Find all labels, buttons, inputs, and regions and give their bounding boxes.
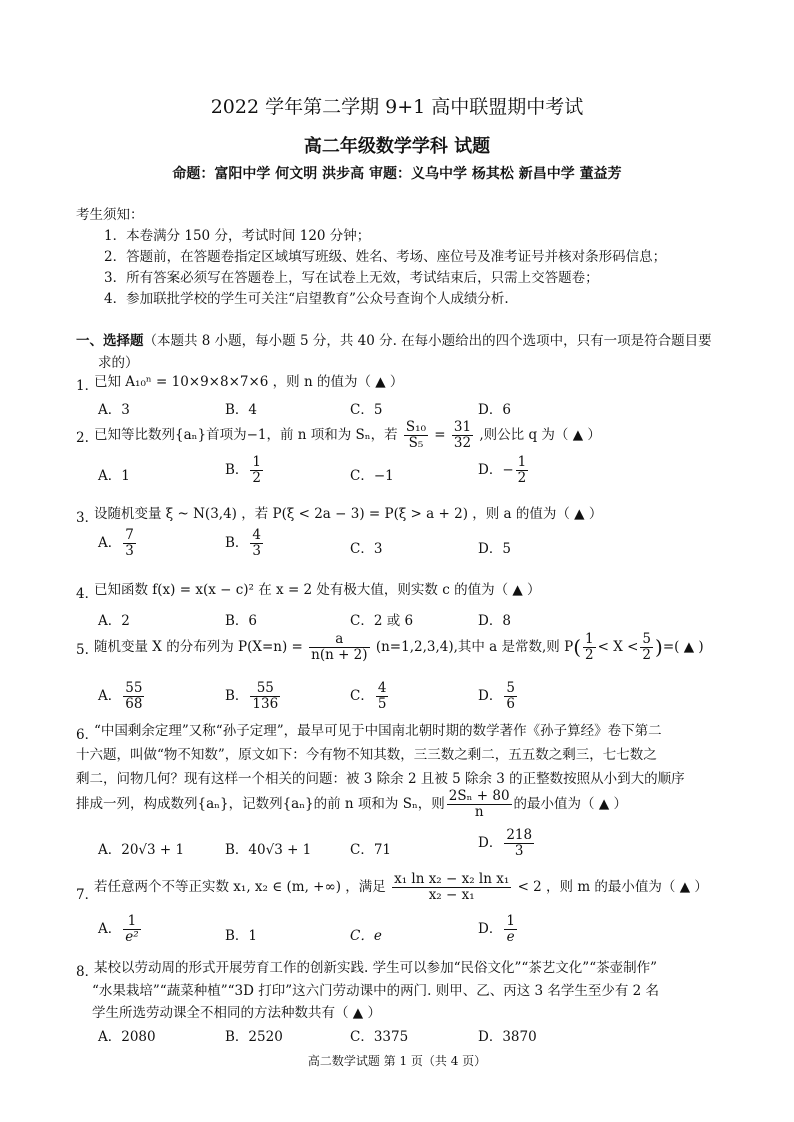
option-b[interactable]: B．4 <box>225 402 258 418</box>
option-d[interactable]: D．8 <box>478 613 511 629</box>
fraction <box>447 789 512 820</box>
option-a[interactable] <box>98 528 138 559</box>
option-b[interactable] <box>225 455 265 486</box>
paren-close: ) <box>655 635 663 659</box>
fraction-num: 2Sₙ + 80 <box>448 788 510 804</box>
options-row <box>92 680 732 717</box>
option-a[interactable]: A．2080 <box>98 1029 156 1045</box>
option-c[interactable]: C．2 或 6 <box>350 613 414 629</box>
fraction <box>376 681 389 712</box>
option-a[interactable] <box>98 914 143 945</box>
fraction-den: 136 <box>252 696 279 712</box>
fraction-den: 3 <box>514 843 524 859</box>
options-row <box>92 913 732 948</box>
fraction-den: 2 <box>517 470 527 486</box>
fraction <box>583 632 596 663</box>
option-label: A． <box>98 921 122 937</box>
option-b[interactable] <box>225 528 265 559</box>
fraction-den: 6 <box>506 696 515 712</box>
options-row <box>92 1025 732 1049</box>
fraction <box>504 828 534 859</box>
option-label: A． <box>98 688 122 704</box>
fraction-num: 1 <box>517 454 527 470</box>
fraction-num: S₁₀ <box>405 419 426 435</box>
option-label: D． <box>478 921 503 937</box>
question-text <box>94 632 720 663</box>
option-b[interactable]: B．2520 <box>225 1029 283 1045</box>
question-number: 8． <box>76 964 99 980</box>
options-row <box>92 527 732 561</box>
option-d[interactable]: D．6 <box>478 402 511 418</box>
fraction-den: e <box>506 929 515 945</box>
question-text: 设随机变量 ξ ~ N(3,4) ，若 P(ξ < 2a − 3) = P(ξ > a + 2) ，则 a 的值为（ ▲ ） <box>94 506 603 522</box>
fraction-den: 2 <box>252 470 262 486</box>
fraction <box>504 914 517 945</box>
fraction-den: 3 <box>125 543 134 559</box>
question-text-part: < 2 ，则 m 的最小值为（ ▲ ） <box>517 879 708 895</box>
fraction-den: 32 <box>453 435 472 451</box>
question-text-line <box>76 789 702 820</box>
fraction <box>123 914 140 945</box>
fraction-den: 2 <box>585 647 594 663</box>
option-a[interactable]: A．2 <box>98 613 130 629</box>
option-c[interactable]: C．3 <box>350 541 383 557</box>
fraction <box>404 420 428 451</box>
option-label: D． <box>478 688 503 704</box>
fraction-num: 5 <box>642 631 652 647</box>
option-c[interactable]: C．−1 <box>350 468 394 484</box>
option-a[interactable] <box>98 681 146 712</box>
question-text-line: 十六题，叫做“物不知数”，原文如下：今有物不知其数，三三数之剩二，五五数之剩三，七七数之 <box>76 747 657 763</box>
fraction <box>504 681 517 712</box>
question-number: 3． <box>76 510 99 526</box>
fraction-num: 1 <box>506 913 515 929</box>
option-a[interactable]: A．3 <box>98 402 130 418</box>
option-c[interactable]: C．5 <box>350 402 383 418</box>
option-a[interactable]: A．20√3 + 1 <box>98 842 185 858</box>
fraction <box>250 681 280 712</box>
fraction-num: 55 <box>125 680 143 696</box>
question-text <box>94 420 720 451</box>
notice-heading: 考生须知： <box>76 207 144 223</box>
question-text-line: “中国剩余定理”又称“孙子定理”，最早可见于中国南北朝时期的数学著作《孙子算经》卷下第二 <box>94 723 662 739</box>
question-text-line: “水果栽培”“蔬菜种植”“3D 打印”这六门劳动课中的两门. 则甲、乙、丙这 3 名学生至少有 2 名 <box>92 983 660 999</box>
fraction <box>250 528 263 559</box>
question-text-part: 已知等比数列{aₙ}首项为−1，前 n 项和为 Sₙ，若 <box>94 427 398 443</box>
options-row <box>92 827 732 862</box>
option-a[interactable]: A．1 <box>98 468 130 484</box>
question-number: 1． <box>76 378 99 394</box>
question-text-part: 排成一列，构成数列{aₙ}，记数列{aₙ}的前 n 项和为 Sₙ，则 <box>76 796 445 812</box>
option-c[interactable]: C．e <box>350 928 382 944</box>
fraction-den: x₂ − x₁ <box>428 887 475 903</box>
subject-title: 高二年级数学学科 试题 <box>303 136 491 157</box>
fraction <box>309 632 369 663</box>
fraction-den: e² <box>125 929 139 945</box>
fraction <box>392 872 511 903</box>
question-number: 6． <box>76 727 99 743</box>
option-b[interactable] <box>225 681 282 712</box>
question-number: 5. <box>76 642 89 658</box>
question-text-line: 某校以劳动周的形式开展劳育工作的创新实践. 学生可以参加“民俗文化”“茶艺文化”“茶壶制作” <box>94 960 657 976</box>
fraction-den: 2 <box>642 647 652 663</box>
option-c[interactable] <box>350 681 390 712</box>
question-number: 2. <box>76 430 89 446</box>
fraction <box>516 455 529 486</box>
equals-sign: = <box>434 427 446 443</box>
fraction-num: 4 <box>252 527 262 543</box>
fraction-num: 5 <box>506 680 515 696</box>
options-row <box>92 609 732 633</box>
fraction-num: a <box>309 632 369 648</box>
option-c[interactable]: C．71 <box>350 842 392 858</box>
option-label: A． <box>98 535 122 551</box>
fraction-num: 7 <box>125 527 134 543</box>
question-text-part: 若任意两个不等正实数 x₁, x₂ ∈ (m, +∞) ，满足 <box>94 879 386 895</box>
option-b[interactable]: B．40√3 + 1 <box>225 842 312 858</box>
page-footer: 高二数学试题 第 1 页（共 4 页） <box>307 1054 487 1068</box>
paren-open: ( <box>573 635 581 659</box>
fraction-num: 4 <box>377 680 387 696</box>
option-b[interactable]: B．1 <box>225 928 258 944</box>
fraction-den: 68 <box>125 696 143 712</box>
question-text-part: 的最小值为（ ▲ ） <box>513 796 628 812</box>
option-d[interactable] <box>478 455 530 486</box>
fraction-den: n <box>474 804 484 820</box>
notice-item: 3．所有答案必须写在答题卷上，写在试卷上无效，考试结束后，只需上交答题卷； <box>104 270 599 286</box>
fraction <box>123 528 136 559</box>
question-text-part: (n=1,2,3,4),其中 a 是常数,则 P <box>375 639 574 655</box>
section-title: 一、选择题 <box>76 333 144 349</box>
question-text <box>94 872 720 903</box>
fraction-num: 1 <box>585 631 594 647</box>
option-label: B． <box>225 535 249 551</box>
option-label: B． <box>225 462 249 478</box>
question-text-line: 剩二，问物几何？现有这样一个相关的问题：被 3 除余 2 且被 5 除余 3 的正整数按照从小到大的顺序 <box>76 771 685 787</box>
notice-item: 4．参加联批学校的学生可关注“启望教育”公众号查询个人成绩分析. <box>104 291 509 307</box>
option-d[interactable]: D．3870 <box>478 1029 537 1045</box>
section-one-header <box>76 330 726 374</box>
option-label: C． <box>350 688 374 704</box>
question-text: 已知函数 f(x) = x(x − c)² 在 x = 2 处有极大值，则实数 c 的值为（ ▲ ） <box>94 582 541 598</box>
section-desc: （本题共 8 小题，每小题 5 分，共 40 分. 在每小题给出的四个选项中，只有一项是符合题目要 <box>143 333 712 349</box>
exam-title: 2022 学年第二学期 9+1 高中联盟期中考试 <box>210 96 584 118</box>
question-number: 7． <box>76 887 99 903</box>
fraction-den: S₅ <box>408 435 424 451</box>
fraction <box>250 455 263 486</box>
option-label: D．− <box>478 462 514 478</box>
option-label: D． <box>478 835 503 851</box>
notice-item: 2．答题前，在答题卷指定区域填写班级、姓名、考场、座位号及准考证号并核对条形码信息； <box>104 249 667 265</box>
question-text-line: 学生所选劳动课全不相同的方法种数共有（ ▲ ） <box>92 1005 381 1021</box>
question-text-part: 随机变量 X 的分布列为 P(X=n) = <box>94 639 303 655</box>
option-d[interactable]: D．5 <box>478 541 511 557</box>
options-row <box>92 454 732 488</box>
fraction-den: 5 <box>377 696 387 712</box>
fraction-num: 1 <box>252 454 262 470</box>
option-d[interactable] <box>478 914 519 945</box>
option-b[interactable]: B．6 <box>225 613 258 629</box>
fraction-num: 218 <box>506 827 533 843</box>
fraction <box>123 681 144 712</box>
fraction-num: 55 <box>250 681 280 697</box>
option-d[interactable] <box>478 828 536 859</box>
option-c[interactable]: C．3375 <box>350 1029 409 1045</box>
fraction-num: 1 <box>123 914 140 930</box>
authors-line: 命题：富阳中学 何文明 洪步高 审题：义乌中学 杨其松 新昌中学 董益芳 <box>172 166 622 182</box>
option-label: B． <box>225 688 249 704</box>
inequality: < X < <box>597 639 639 655</box>
fraction-num: x₁ ln x₂ − x₂ ln x₁ <box>394 871 510 887</box>
fraction-den: 3 <box>252 543 262 559</box>
option-d[interactable] <box>478 681 519 712</box>
notice-item: 1．本卷满分 150 分，考试时间 120 分钟； <box>104 228 371 244</box>
fraction-den: n(n + 2) <box>311 647 368 663</box>
question-text-part: ,则公比 q 为（ ▲ ） <box>479 427 601 443</box>
fraction <box>640 632 653 663</box>
question-number: 4． <box>76 586 99 602</box>
section-desc-cont: 求的） <box>98 355 139 371</box>
fraction-num: 31 <box>453 419 472 435</box>
fraction <box>452 420 473 451</box>
question-text: 已知 A₁₀ⁿ = 10×9×8×7×6 ，则 n 的值为（ ▲ ） <box>94 374 404 390</box>
question-text-part: =( ▲ ) <box>662 639 704 655</box>
